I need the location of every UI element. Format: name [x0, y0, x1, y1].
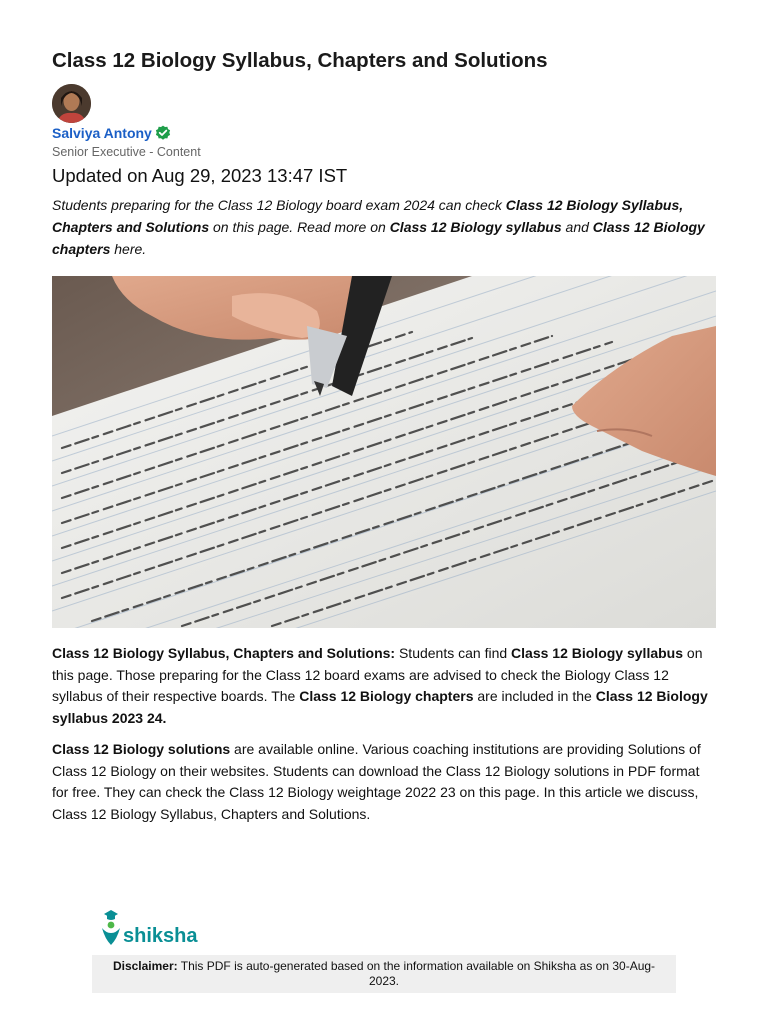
para1-bold-syllabus: Class 12 Biology syllabus	[511, 645, 684, 661]
article-intro	[52, 194, 716, 260]
para1-text: on this page. Those preparing for the Class 12 board exams are advised to check the Biology Class 12 syllabus of their respective boards. The	[52, 645, 703, 704]
disclaimer-label: Disclaimer:	[112, 959, 178, 973]
disclaimer-box	[92, 955, 676, 993]
author-role: Senior Executive - Content	[52, 145, 201, 159]
article-title: Class 12 Biology Syllabus, Chapters and Solutions	[52, 49, 548, 72]
hero-image	[52, 276, 716, 628]
para1-bold-lead: Class 12 Biology Syllabus, Chapters and Solutions:	[52, 645, 396, 661]
solutions-paragraph	[52, 739, 716, 825]
para1-text: are included in the	[473, 688, 596, 704]
logo-text: shiksha	[123, 925, 198, 947]
intro-text: on this page. Read more on	[209, 219, 390, 235]
updated-timestamp: Updated on Aug 29, 2023 13:47 IST	[52, 165, 348, 186]
intro-text: Students preparing for the Class 12 Biology board exam 2024 can check	[52, 197, 506, 213]
intro-text: and	[561, 219, 593, 235]
disclaimer-text: This PDF is auto-generated based on the information available on Shiksha as on 30-Aug-2023.	[177, 959, 656, 988]
author-name-link[interactable]: Salviya Antony	[52, 125, 152, 141]
author-avatar[interactable]	[52, 84, 91, 123]
intro-bold-syllabus: Class 12 Biology syllabus	[389, 219, 562, 235]
syllabus-paragraph	[52, 643, 716, 729]
verified-badge-icon	[155, 125, 171, 141]
para2-bold-lead: Class 12 Biology solutions	[52, 741, 231, 757]
para1-text: Students can find	[395, 645, 512, 661]
intro-bold-title: Class 12 Biology Syllabus, Chapters and Solutions	[52, 197, 684, 235]
para2-text: are available online. Various coaching institutions are providing Solutions of Class 12 Biology on their websites. Students can download the Class 12 Biology solutions in PDF format for free. They can check the Class 12 Biology weightage 2022 23 on this page. In this article we discuss, Class 12 Biology Syllabus, Chapters and Solutions.	[52, 741, 701, 822]
intro-bold-chapters: Class 12 Biology chapters	[52, 219, 705, 257]
para1-bold-chapters: Class 12 Biology chapters	[299, 688, 474, 704]
shiksha-logo[interactable]	[100, 906, 197, 946]
intro-text: here.	[110, 241, 147, 257]
shiksha-logo-icon	[100, 908, 122, 946]
para1-bold-syllabus-year: Class 12 Biology syllabus 2023 24.	[52, 688, 708, 726]
